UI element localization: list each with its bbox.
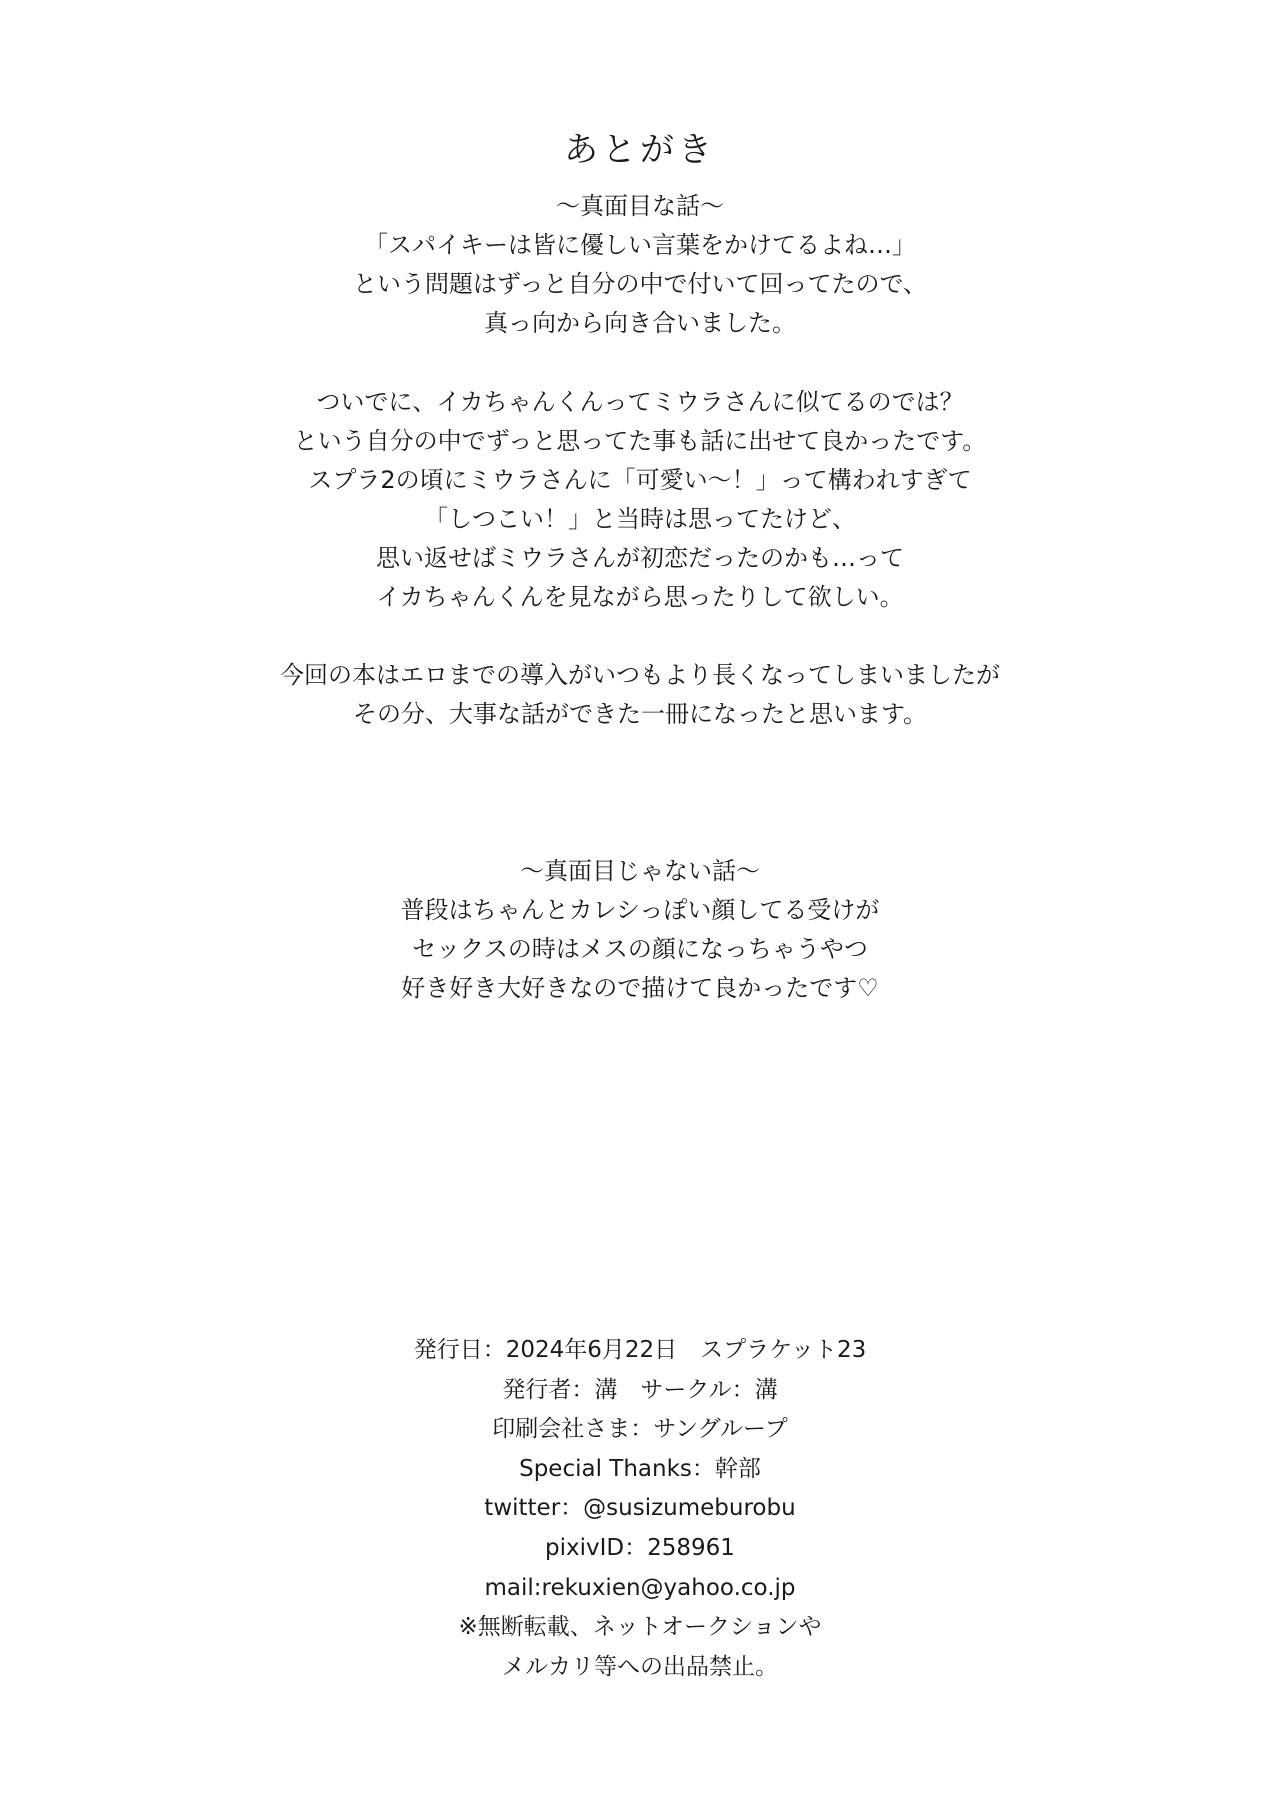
- serious-para2-line: ついでに、イカちゃんくんってミウラさんに似てるのでは？: [316, 388, 964, 416]
- serious-para2-line: スプラ2の頃にミウラさんに「可愛い〜！」って構われすぎて: [308, 466, 972, 494]
- serious-para1-line: という問題はずっと自分の中で付いて回ってたので、: [352, 270, 928, 298]
- serious-para3: [0, 656, 1280, 734]
- colophon-twitter: twitter：@susizumeburobu: [484, 1495, 796, 1522]
- serious-section: [0, 187, 1280, 343]
- serious-para1-line: 「スパイキーは皆に優しい言葉をかけてるよね…」: [364, 231, 916, 259]
- serious-para2-line: という自分の中でずっと思ってた事も話に出せて良かったです。: [293, 427, 987, 455]
- serious-para3-line: その分、大事な話ができた一冊になったと思います。: [352, 700, 928, 728]
- serious-para2-line: 思い返せばミウラさんが初恋だったのかも…って: [376, 544, 904, 572]
- serious-para2: [0, 383, 1280, 617]
- not-serious-heading: 〜真面目じゃない話〜: [520, 857, 760, 885]
- colophon-special-thanks: Special Thanks：幹部: [519, 1455, 761, 1482]
- not-serious-line: 普段はちゃんとカレシっぽい顔してる受けが: [400, 896, 880, 924]
- colophon-mail: mail:rekuxien@yahoo.co.jp: [484, 1574, 796, 1601]
- serious-heading: 〜真面目な話〜: [556, 192, 724, 220]
- serious-para3-line: 今回の本はエロまでの導入がいつもより長くなってしまいましたが: [280, 661, 1000, 689]
- serious-para1-line: 真っ向から向き合いました。: [484, 309, 796, 337]
- colophon-notice: ※無断転載、ネットオークションや: [458, 1614, 822, 1641]
- not-serious-line: 好き好き大好きなので描けて良かったです♡: [401, 974, 879, 1002]
- not-serious-section: [0, 852, 1280, 1008]
- not-serious-line: セックスの時はメスの顔になっちゃうやつ: [412, 935, 868, 963]
- colophon-notice: メルカリ等への出品禁止。: [502, 1653, 778, 1680]
- page-title: あとがき: [564, 130, 716, 170]
- serious-para2-line: イカちゃんくんを見ながら思ったりして欲しい。: [376, 583, 904, 611]
- colophon-pixiv: pixivID：258961: [545, 1534, 735, 1561]
- colophon-publish-date: 発行日：2024年6月22日 スプラケット23: [413, 1337, 867, 1363]
- serious-para2-line: 「しつこい！」と当時は思ってたけど、: [424, 505, 856, 533]
- colophon: [0, 1331, 1280, 1687]
- colophon-printer: 印刷会社さま：サングループ: [492, 1416, 788, 1443]
- colophon-publisher: 発行者：溝 サークル：溝: [502, 1376, 778, 1403]
